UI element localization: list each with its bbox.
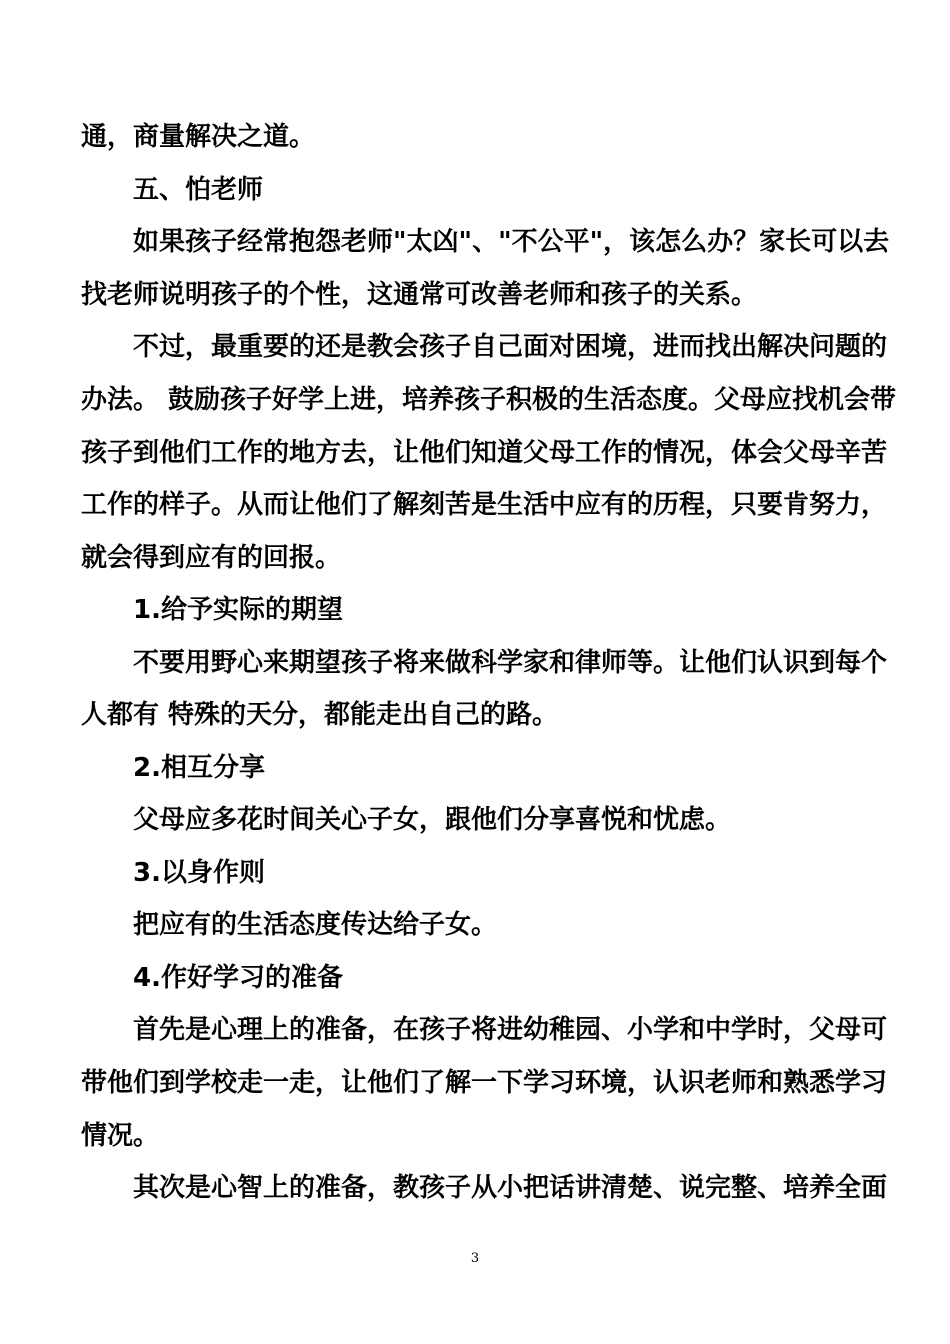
section-heading: 3.以身作则 (133, 858, 265, 888)
section-heading: 4.作好学习的准备 (133, 963, 343, 993)
text-line: 情况。 (81, 1121, 160, 1151)
text-line: 不要用野心来期望孩子将来做科学家和律师等。让他们认识到每个 (133, 648, 888, 678)
text-line: 孩子到他们工作的地方去，让他们知道父母工作的情况，体会父母辛苦 (81, 438, 888, 468)
text-line: 人都有 特殊的天分，都能走出自己的路。 (81, 700, 559, 730)
text-line: 其次是心智上的准备，教孩子从小把话讲清楚、说完整、培养全面 (133, 1173, 888, 1203)
section-heading: 2.相互分享 (133, 753, 265, 783)
text-line: 办法。 鼓励孩子好学上进，培养孩子积极的生活态度。父母应找机会带 (81, 385, 897, 415)
text-line: 通，商量解决之道。 (81, 122, 316, 152)
section-heading: 1.给予实际的期望 (133, 595, 343, 625)
text-line: 工作的样子。从而让他们了解刻苦是生活中应有的历程，只要肯努力， (81, 490, 888, 520)
text-line: 带他们到学校走一走，让他们了解一下学习环境，认识老师和熟悉学习 (81, 1068, 888, 1098)
text-line: 父母应多花时间关心子女，跟他们分享喜悦和忧虑。 (133, 805, 732, 835)
text-line: 找老师说明孩子的个性，这通常可改善老师和孩子的关系。 (81, 280, 758, 310)
text-line: 首先是心理上的准备，在孩子将进幼稚园、小学和中学时，父母可 (133, 1015, 888, 1045)
text-line: 把应有的生活态度传达给子女。 (133, 910, 498, 940)
page-number: 3 (470, 1251, 480, 1266)
text-line: 就会得到应有的回报。 (81, 543, 342, 573)
text-line: 如果孩子经常抱怨老师"太凶"、"不公平"，该怎么办？家长可以去 (133, 227, 890, 257)
text-line: 不过，最重要的还是教会孩子自己面对困境，进而找出解决问题的 (133, 332, 888, 362)
section-heading: 五、怕老师 (133, 175, 264, 205)
